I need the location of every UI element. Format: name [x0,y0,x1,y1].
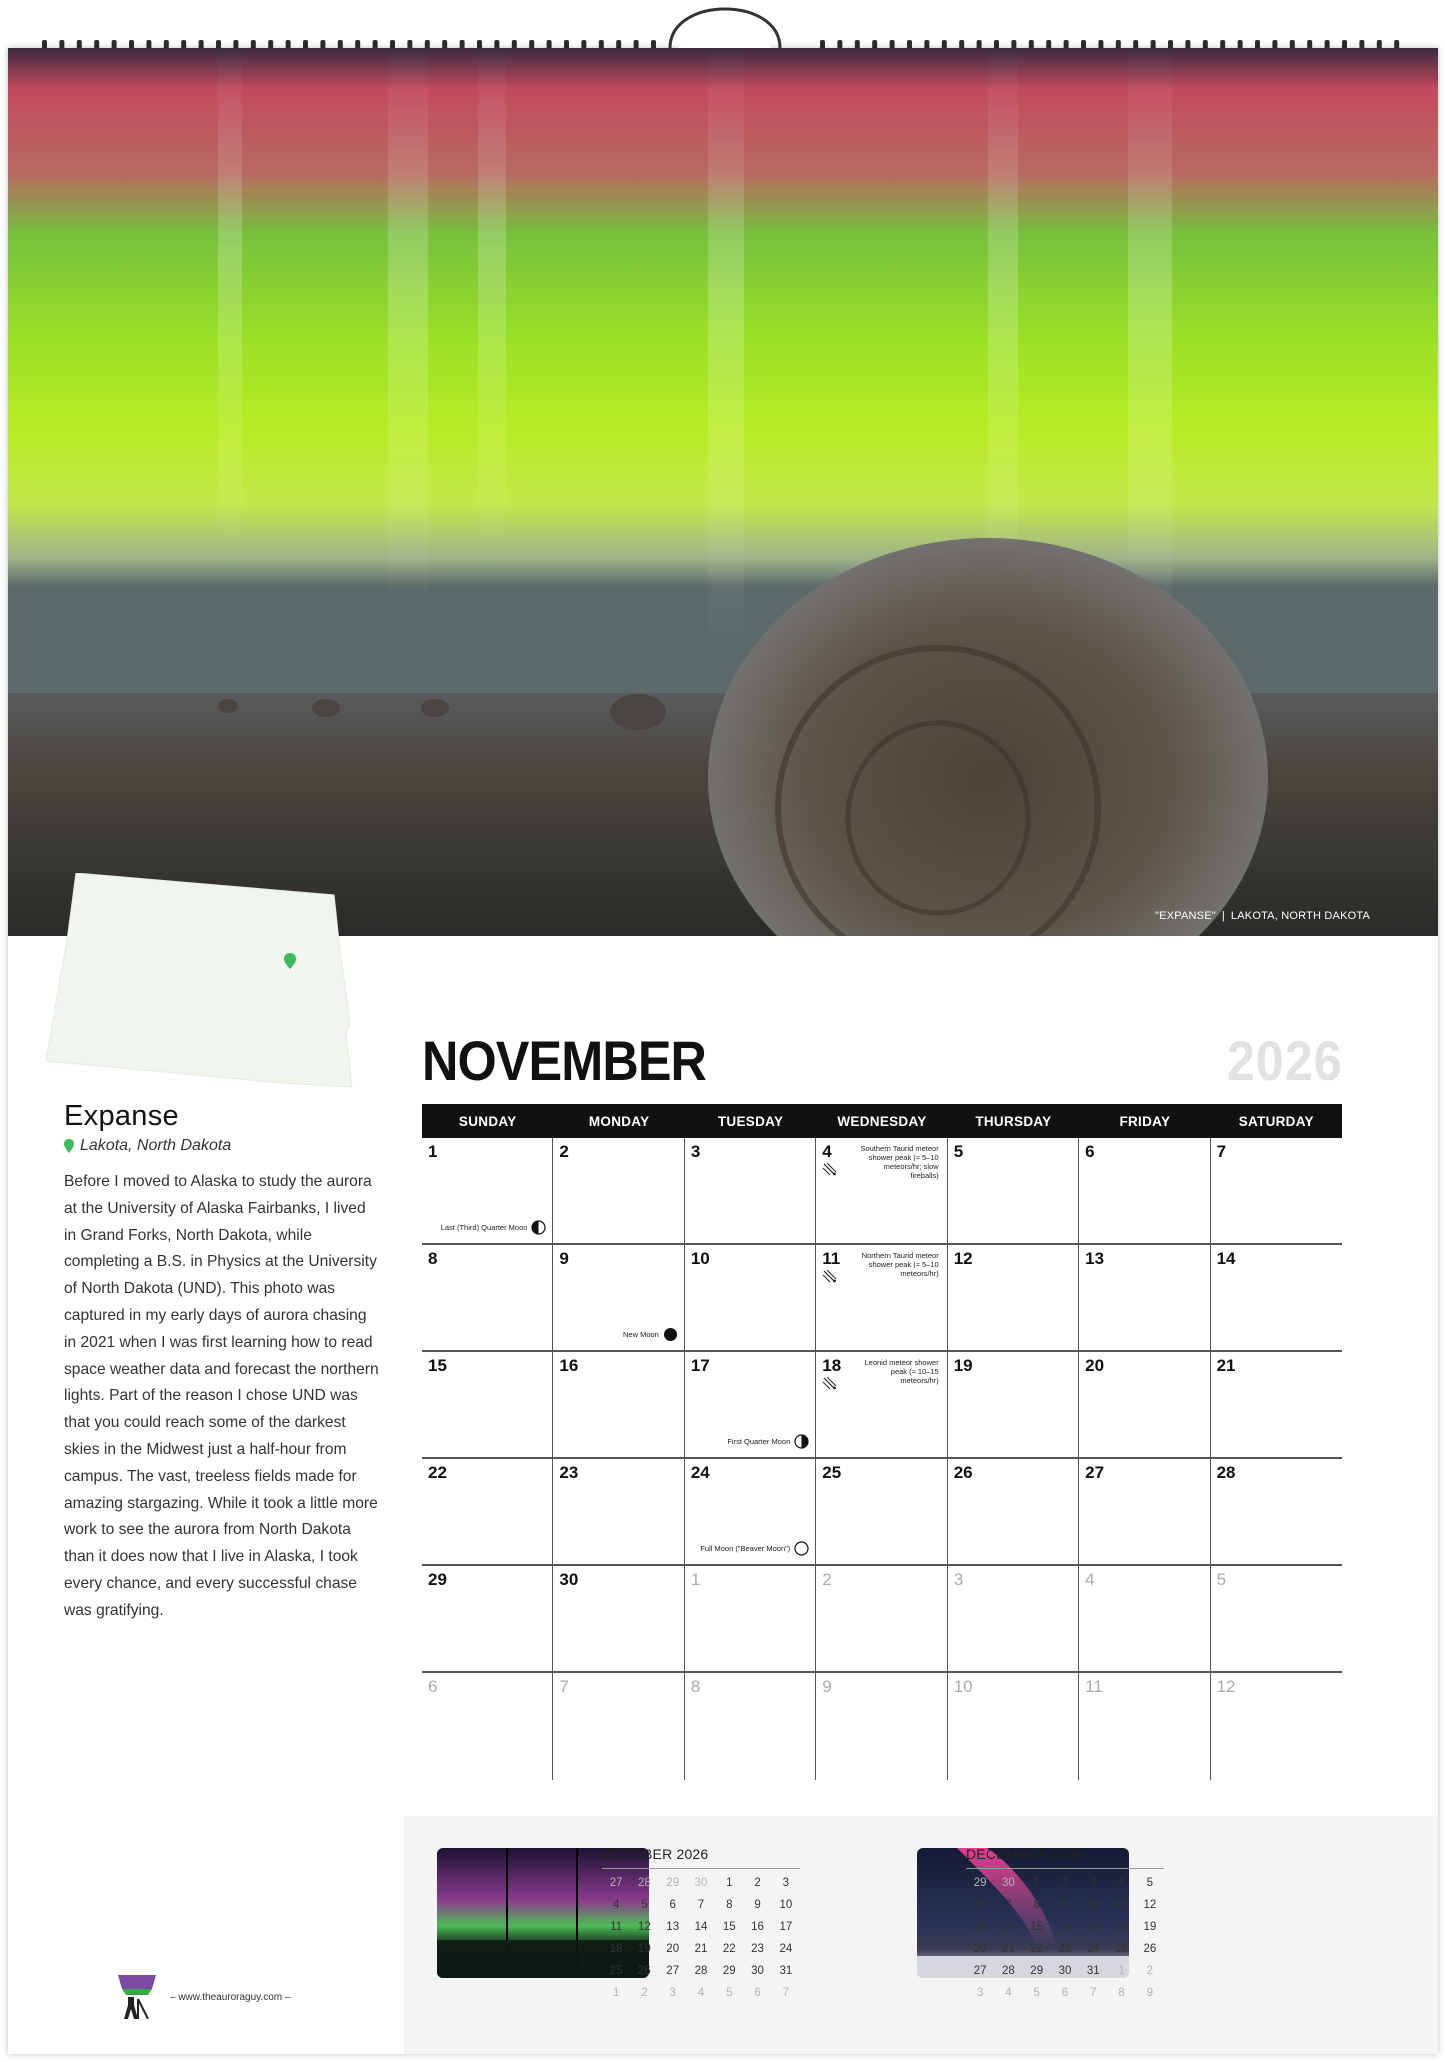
moon-phase-label: Last (Third) Quarter Moon [440,1223,528,1232]
mini-day: 19 [638,1943,651,1955]
mini-day: 4 [697,1987,705,1999]
mini-day: 13 [973,1921,987,1933]
mini-day: 3 [782,1877,790,1889]
last-quarter-moon-icon [531,1220,546,1235]
moon-phase [623,1327,678,1342]
day-number: 1 [428,1142,438,1161]
day-cell [816,1673,947,1780]
day-number: 7 [1216,1142,1227,1161]
mini-day: 23 [1058,1943,1072,1955]
mini-day: 21 [1002,1943,1015,1955]
day-cell [948,1352,1079,1459]
day-cell [553,1673,684,1780]
mini-day: 26 [1143,1943,1157,1955]
day-number: 1 [690,1570,701,1589]
mini-day: 25 [609,1965,623,1977]
mini-day: 26 [638,1965,651,1977]
mini-day: 20 [973,1943,987,1955]
mini-day: 4 [1005,1987,1012,1999]
day-number: 5 [953,1142,964,1161]
day-cell [1211,1352,1342,1459]
day-cell [948,1673,1079,1780]
caption-location: LAKOTA, NORTH DAKOTA [1230,910,1370,922]
mini-day: 8 [1118,1987,1125,1999]
meteor-shower-icon [822,1162,838,1176]
day-cell [1211,1566,1342,1673]
mini-day: 9 [1061,1899,1069,1911]
day-cell [1211,1245,1342,1352]
footer-panel [404,1816,1438,2054]
mini-day: 1 [1118,1965,1125,1977]
day-number: 3 [953,1570,964,1589]
day-number: 6 [428,1677,438,1696]
mini-day: 15 [1030,1921,1044,1933]
mini-day: 18 [1115,1921,1128,1933]
mini-day: 8 [726,1899,733,1911]
day-cell [816,1138,947,1245]
day-cell [816,1245,947,1352]
day-cell [816,1566,947,1673]
website-url: – www.theauroraguy.com – [170,1991,291,2003]
day-number: 16 [559,1356,579,1375]
day-number: 18 [822,1356,842,1375]
mini-day: 9 [754,1899,761,1911]
mini-day: 2 [1146,1965,1154,1977]
day-number: 4 [1085,1570,1095,1589]
day-number: 6 [1085,1142,1095,1161]
day-cell [816,1459,947,1566]
day-cell [1079,1352,1210,1459]
day-number: 24 [690,1463,710,1482]
mini-day: 5 [641,1899,648,1911]
caption-title: "EXPANSE" [1155,910,1216,922]
mini-day: 19 [1143,1921,1157,1933]
mini-day: 18 [609,1943,623,1955]
day-cell [685,1352,816,1459]
day-number: 7 [559,1677,569,1696]
day-number: 12 [1216,1677,1236,1696]
day-cell [422,1245,553,1352]
day-number: 17 [690,1356,710,1375]
mini-day: 20 [666,1943,680,1955]
meteor-shower-icon [822,1376,838,1390]
mini-day: 30 [1058,1965,1072,1977]
day-cell [553,1352,684,1459]
day-number: 12 [953,1249,973,1268]
mini-day: 11 [1115,1899,1128,1911]
weekday-label: THURSDAY [975,1114,1052,1129]
weeks [422,1138,1342,1780]
weekday-header [422,1104,1342,1138]
day-number: 9 [559,1249,569,1268]
moon-phase [727,1434,809,1449]
brand [112,1975,290,2019]
day-cell [685,1566,816,1673]
mini-day: 6 [1061,1987,1069,1999]
day-number: 2 [822,1570,832,1589]
day-cell [948,1566,1079,1673]
weekday-label: TUESDAY [717,1114,784,1129]
story-location-text: Lakota, North Dakota [80,1137,232,1154]
mini-day: 14 [694,1921,708,1933]
day-cell [685,1138,816,1245]
story-location [64,1137,380,1155]
mini-day: 6 [976,1899,984,1911]
day-cell [1211,1138,1342,1245]
new-moon-icon [663,1327,678,1342]
mini-day: 13 [666,1921,680,1933]
day-number: 14 [1216,1249,1236,1268]
story-block [64,1100,380,1625]
day-cell [685,1459,816,1566]
mini-day: 12 [638,1921,651,1933]
day-cell [816,1352,947,1459]
mini-day: 28 [694,1965,708,1977]
mini-day: 7 [1090,1987,1097,1999]
day-number: 8 [428,1249,438,1268]
mini-day: 29 [1030,1965,1044,1977]
mini-calendar-days [602,1875,800,2001]
day-number: 28 [1216,1463,1236,1482]
meteor-shower-note: Leonid meteor shower peak (≈ 10–15 meteors/hr) [864,1358,939,1385]
mini-calendar-october [602,1846,800,2001]
mini-day: 25 [1115,1943,1128,1955]
month-title: NOVEMBER [422,1029,707,1092]
day-cell [1211,1459,1342,1566]
day-number: 29 [428,1570,447,1589]
month-grid [422,1104,1342,1780]
mini-day: 29 [973,1877,987,1889]
mini-day: 12 [1143,1899,1157,1911]
mini-day: 7 [1005,1899,1012,1911]
day-cell [1079,1138,1210,1245]
mini-day: 1 [612,1987,620,1999]
mini-calendar-title: DECEMBER 2026 [966,1846,1164,1869]
caption-separator: | [1221,910,1225,922]
mini-day: 7 [697,1899,705,1911]
day-cell [422,1352,553,1459]
mini-day: 29 [722,1965,736,1977]
day-number: 10 [953,1677,973,1696]
mini-day: 28 [1002,1965,1015,1977]
story-title: Expanse [64,1100,179,1132]
year-title: 2026 [1227,1029,1343,1092]
mini-day: 14 [1002,1921,1015,1933]
moon-phase-label: Full Moon ("Beaver Moon") [700,1544,791,1553]
moon-phase-label: First Quarter Moon [727,1437,791,1446]
mini-day: 3 [669,1987,676,1999]
mini-day: 22 [1030,1943,1044,1955]
weekday-label: WEDNESDAY [837,1114,927,1129]
mini-day: 30 [1002,1877,1015,1889]
mini-day: 28 [638,1877,651,1889]
mini-day: 10 [779,1899,793,1911]
mini-day: 2 [641,1987,648,1999]
mini-day: 5 [1033,1987,1040,1999]
mini-day: 31 [1086,1965,1100,1977]
mini-day: 3 [1090,1877,1097,1889]
day-number: 15 [428,1356,447,1375]
day-cell [422,1459,553,1566]
mini-day: 8 [1033,1899,1040,1911]
aurora-photo [8,48,1438,936]
mini-calendar-title: OCTOBER 2026 [602,1846,800,1869]
mini-day: 16 [751,1921,764,1933]
day-number: 26 [953,1463,973,1482]
day-cell [948,1245,1079,1352]
mini-day: 1 [1033,1877,1040,1889]
mini-day: 4 [1118,1877,1125,1889]
map-pin-icon [64,1139,74,1153]
day-cell [1079,1673,1210,1780]
mini-day: 24 [1086,1943,1100,1955]
mini-day: 17 [1086,1921,1100,1933]
day-number: 5 [1216,1570,1227,1589]
day-cell [1079,1459,1210,1566]
mini-day: 21 [694,1943,708,1955]
day-cell [1211,1673,1342,1780]
story-body: Before I moved to Alaska to study the aurora at the University of Alaska Fairbanks, I lived in Grand Forks, North Dakota, while completing a B.S. in Physics at the University of North Dakota (UND). This photo was captured in my early days of aurora chasing in 2021 when I was first learning how to read space weather data and forecast the northern lights. Part of the reason I chose UND was that you could reach some of the darkest skies in the Midwest just a half-hour from campus. The vast, treeless fields made for amazing stargazing. While it took a little more work to see the aurora from North Dakota than it does now that I live in Alaska, I took every chance, and every successful chase was gratifying. [64,1173,379,1619]
day-cell [553,1459,684,1566]
weekday-label: MONDAY [588,1114,650,1129]
day-cell [685,1673,816,1780]
day-number: 27 [1085,1463,1105,1482]
day-number: 2 [559,1142,569,1161]
mini-day: 1 [726,1877,733,1889]
day-number: 11 [822,1249,841,1268]
mini-day: 27 [973,1965,987,1977]
mini-day: 17 [779,1921,793,1933]
mini-day: 15 [722,1921,736,1933]
meteor-shower-note: Northern Taurid meteor shower peak (≈ 5–10 meteors/hr) [861,1251,939,1278]
day-cell [553,1138,684,1245]
mini-day: 6 [754,1987,761,1999]
day-number: 3 [690,1142,701,1161]
day-cell [1079,1566,1210,1673]
mini-day: 7 [782,1987,790,1999]
day-number: 10 [690,1249,710,1268]
mini-day: 9 [1146,1987,1154,1999]
moon-phase-label: New Moon [622,1330,659,1339]
moon-phase [441,1220,547,1235]
mini-day: 23 [751,1943,764,1955]
north-dakota-map [46,873,354,1091]
meteor-shower-icon [822,1269,838,1283]
day-cell [422,1566,553,1673]
mini-day: 10 [1086,1899,1100,1911]
mini-day: 2 [1061,1877,1069,1889]
mini-day: 3 [976,1987,984,1999]
day-cell [553,1245,684,1352]
day-number: 13 [1085,1249,1105,1268]
mini-day: 2 [754,1877,761,1889]
day-cell [422,1138,553,1245]
mini-day: 4 [612,1899,620,1911]
full-moon-icon [794,1541,809,1556]
mini-day: 27 [609,1877,623,1889]
weekday-label: SATURDAY [1238,1114,1314,1129]
mini-day: 31 [779,1965,793,1977]
day-cell [948,1459,1079,1566]
mini-day: 11 [610,1921,623,1933]
mini-day: 30 [751,1965,764,1977]
mini-day: 30 [694,1877,708,1889]
day-number: 9 [822,1677,832,1696]
mini-calendar-december [966,1846,1164,2001]
day-number: 30 [559,1570,579,1589]
day-number: 23 [559,1463,579,1482]
day-cell [1079,1245,1210,1352]
mini-day: 5 [1146,1877,1154,1889]
mini-day: 29 [666,1877,680,1889]
day-number: 21 [1216,1356,1236,1375]
photo-caption [1155,910,1370,922]
day-cell [422,1673,553,1780]
day-cell [685,1245,816,1352]
day-number: 4 [822,1142,832,1161]
mini-day: 6 [669,1899,676,1911]
day-cell [553,1566,684,1673]
weekday-label: FRIDAY [1119,1114,1171,1129]
day-number: 22 [428,1463,447,1482]
mini-day: 27 [666,1965,680,1977]
day-number: 25 [822,1463,842,1482]
mini-day: 5 [726,1987,733,1999]
day-number: 8 [690,1677,701,1696]
mini-calendar-days [966,1875,1164,2001]
weekday-label: SUNDAY [458,1114,517,1129]
day-cell [948,1138,1079,1245]
day-number: 20 [1085,1356,1105,1375]
moon-phase [700,1541,809,1556]
aurora-photographer-logo [112,1975,164,2019]
mini-day: 22 [722,1943,736,1955]
mini-day: 24 [779,1943,793,1955]
mini-day: 16 [1058,1921,1072,1933]
day-number: 11 [1085,1677,1103,1696]
first-quarter-moon-icon [794,1434,809,1449]
meteor-shower-note: Southern Taurid meteor shower peak (≈ 5–10 meteors/hr; slow fireballs) [860,1144,939,1180]
day-number: 19 [953,1356,973,1375]
